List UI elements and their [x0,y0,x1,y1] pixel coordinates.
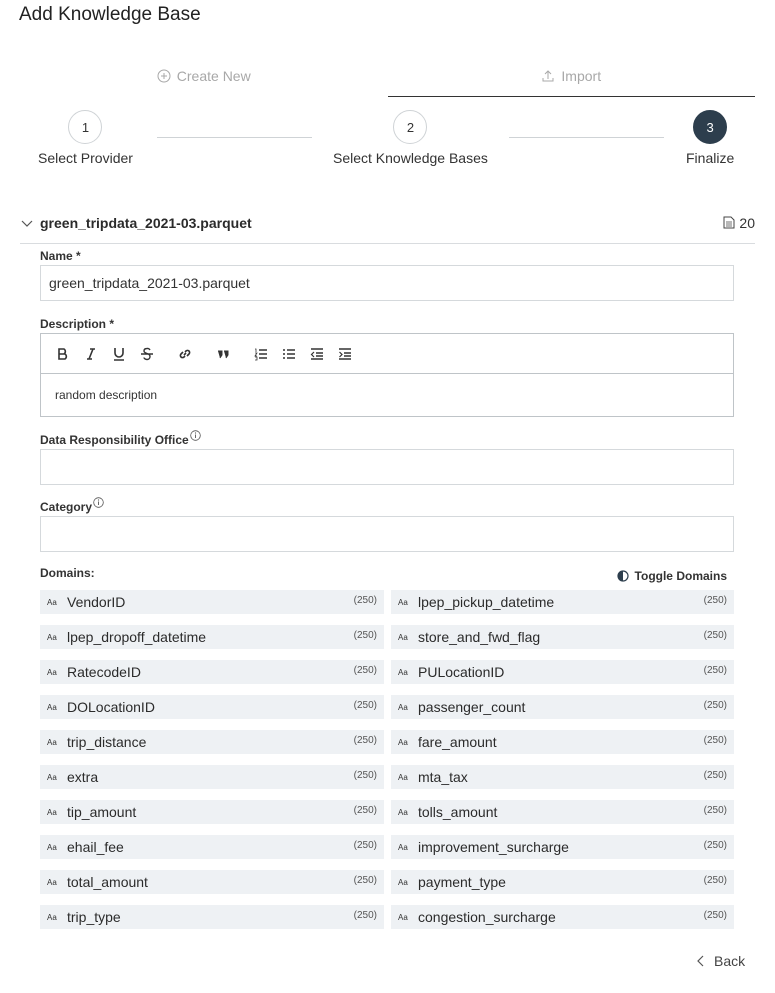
text-type-icon: Aa [47,597,57,607]
link-icon [178,347,192,361]
step-2-number: 2 [393,110,427,144]
indent-button[interactable] [337,346,353,362]
toggle-domains-label: Toggle Domains [634,569,727,583]
step-3-label: Finalize [686,150,735,166]
domain-count: (250) [703,665,727,676]
outdent-icon [310,347,324,361]
domain-item[interactable] [391,800,734,824]
domain-item[interactable] [391,695,734,719]
back-label: Back [714,953,746,969]
domain-count: (250) [353,700,377,711]
domain-item[interactable] [40,870,384,894]
domain-name: DOLocationID [67,699,155,715]
ordered-list-button[interactable] [253,346,269,362]
domain-count: (250) [353,735,377,746]
domain-count: (250) [703,770,727,781]
category-label-text: Category [40,500,93,514]
section-title: green_tripdata_2021-03.parquet [40,214,252,231]
back-button[interactable] [696,953,745,969]
tab-import[interactable] [388,55,756,97]
chevron-down-icon[interactable] [20,216,34,230]
text-type-icon: Aa [398,632,408,642]
underline-button[interactable] [111,346,127,362]
domain-item[interactable] [40,660,384,684]
domain-name: tolls_amount [418,804,498,820]
domain-name: mta_tax [418,769,468,785]
bold-icon [56,347,70,361]
text-type-icon: Aa [398,912,408,922]
step-1-label: Select Provider [38,150,133,166]
quote-icon [216,347,230,361]
text-type-icon: Aa [398,597,408,607]
text-type-icon: Aa [47,737,57,747]
text-type-icon: Aa [47,807,57,817]
domain-count: (250) [353,910,377,921]
domain-name: total_amount [67,874,148,890]
toggle-domains-button[interactable] [617,569,727,583]
description-label [40,317,114,331]
bullet-list-icon [282,347,296,361]
office-label-text: Data Responsibility Office [40,433,189,447]
text-type-icon: Aa [47,877,57,887]
text-type-icon: Aa [398,702,408,712]
indent-icon [338,347,352,361]
domain-count: (250) [353,805,377,816]
description-editor [40,333,734,417]
domain-count: (250) [703,595,727,606]
step-2 [333,110,488,166]
domain-name: lpep_dropoff_datetime [67,629,207,645]
domain-count: (250) [703,910,727,921]
domain-count: (250) [703,805,727,816]
category-input[interactable] [40,516,734,552]
domain-name: trip_distance [67,734,147,750]
knowledge-base-section-header[interactable] [20,202,755,244]
domain-name: RatecodeID [67,664,141,680]
domain-item[interactable] [40,765,384,789]
domain-name: congestion_surcharge [418,909,556,925]
domain-count: (250) [703,700,727,711]
office-label [40,433,201,447]
name-label [40,249,81,263]
text-type-icon: Aa [398,807,408,817]
quote-button[interactable] [215,346,231,362]
domain-item[interactable] [391,905,734,929]
underline-icon [112,347,126,361]
step-3-number: 3 [693,110,727,144]
domain-item[interactable] [391,765,734,789]
domain-item[interactable] [40,905,384,929]
info-icon[interactable] [190,430,201,441]
step-2-label: Select Knowledge Bases [333,150,488,166]
domain-name: ehail_fee [67,839,124,855]
domain-item[interactable] [391,590,734,614]
domain-name: extra [67,769,99,785]
office-input[interactable] [40,449,734,485]
domain-count: (250) [353,875,377,886]
domain-name: payment_type [418,874,506,890]
step-1-number: 1 [68,110,102,144]
text-type-icon: Aa [398,667,408,677]
outdent-button[interactable] [309,346,325,362]
domain-name: tip_amount [67,804,137,820]
step-1 [38,110,133,166]
description-textarea[interactable]: random description [55,388,158,402]
domain-count: (250) [353,595,377,606]
domain-name: passenger_count [418,699,526,715]
domain-item[interactable] [40,625,384,649]
file-count [723,215,755,231]
domain-item[interactable] [391,660,734,684]
upload-icon [541,69,555,83]
ordered-list-icon [254,347,268,361]
strikethrough-icon [140,347,154,361]
italic-icon [84,347,98,361]
tab-create-new-label: Create New [176,68,251,84]
category-label [40,500,104,514]
domain-name: PULocationID [418,664,505,680]
domain-count: (250) [703,630,727,641]
text-type-icon: Aa [398,842,408,852]
step-connector [509,137,664,138]
domain-count: (250) [703,875,727,886]
bold-button[interactable] [55,346,71,362]
link-button[interactable] [177,346,193,362]
plus-circle-icon [157,69,171,83]
domain-item[interactable] [40,590,384,614]
step-3 [686,110,734,166]
domain-item[interactable] [391,835,734,859]
name-input[interactable]: green_tripdata_2021-03.parquet [40,265,734,301]
text-type-icon: Aa [398,737,408,747]
info-icon[interactable] [93,497,104,508]
description-label-text: Description * [40,317,115,331]
domain-item[interactable] [40,695,384,719]
text-type-icon: Aa [47,632,57,642]
domain-item[interactable] [40,730,384,754]
page-title: Add Knowledge Base [19,4,201,25]
document-icon [723,216,735,229]
domain-name: VendorID [67,594,126,610]
domain-count: (250) [703,735,727,746]
file-count-value: 20 [739,214,755,231]
domain-name: trip_type [67,909,121,925]
step-connector [157,137,312,138]
domain-name: improvement_surcharge [418,839,569,855]
stepper [0,110,775,170]
tab-import-label: Import [561,67,602,84]
domain-count: (250) [353,770,377,781]
text-type-icon: Aa [47,702,57,712]
contrast-icon [617,570,629,582]
domain-item[interactable] [40,800,384,824]
domain-count: (250) [353,630,377,641]
domain-count: (250) [703,840,727,851]
text-type-icon: Aa [47,912,57,922]
domain-item[interactable] [40,835,384,859]
domain-item[interactable] [391,625,734,649]
name-label-text: Name * [40,249,81,263]
text-type-icon: Aa [47,667,57,677]
domain-count: (250) [353,840,377,851]
italic-button[interactable] [83,346,99,362]
domains-grid [40,590,734,929]
domain-name: lpep_pickup_datetime [418,594,555,610]
domains-label: Domains: [40,566,95,580]
text-type-icon: Aa [398,772,408,782]
domain-count: (250) [353,665,377,676]
tab-create-new[interactable] [20,55,388,97]
text-type-icon: Aa [398,877,408,887]
tab-bar [20,55,755,97]
text-type-icon: Aa [47,772,57,782]
strikethrough-button[interactable] [139,346,155,362]
chevron-left-icon [696,955,706,967]
text-type-icon: Aa [47,842,57,852]
editor-toolbar [41,334,733,374]
domain-name: fare_amount [418,734,497,750]
domain-item[interactable] [391,730,734,754]
domain-name: store_and_fwd_flag [418,629,541,645]
bullet-list-button[interactable] [281,346,297,362]
domain-item[interactable] [391,870,734,894]
